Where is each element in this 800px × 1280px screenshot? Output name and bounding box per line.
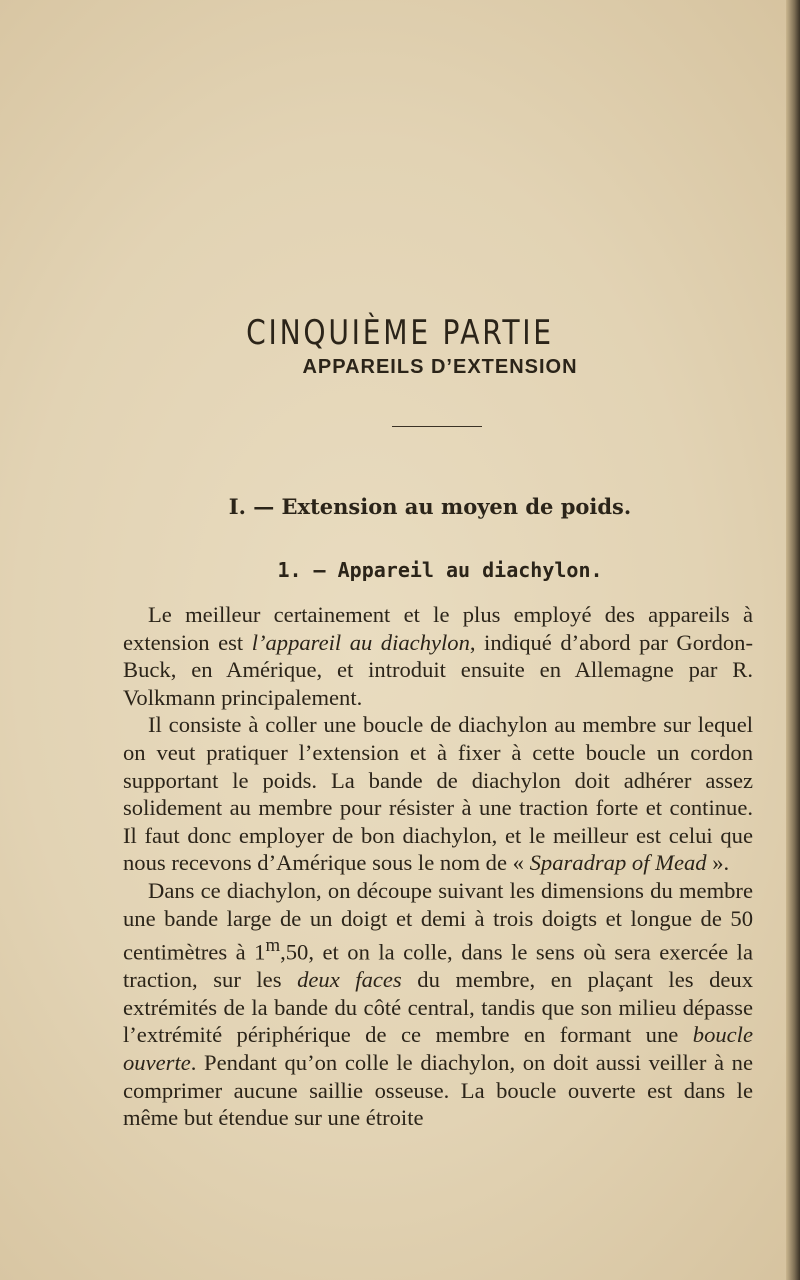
body-text (123, 601, 753, 1132)
part-title: CINQUIÈME PARTIE (246, 312, 554, 353)
sub-heading: 1. — Appareil au diachylon. (277, 558, 603, 582)
section-heading: I. — Extension au moyen de poids. (228, 494, 632, 519)
paragraph-3: Dans ce diachylon, on découpe suivant les dimensions du membre une bande large de un doigt et demi à trois doigts et longue de 50 centimètres à 1$^m$,50, et on la colle, dans le sens où sera exercée la traction, sur les deux faces du membre, en plaçant les deux extrémités de la bande du côté central, tandis que son milieu dépasse l’extrémité périphérique de ce membre en formant une boucle ouverte. Pendant qu’on colle le diachylon, on doit aussi veiller à ne comprimer aucune saillie osseuse. La boucle ouverte est dans le même but étendue sur une étroite (123, 877, 753, 1131)
subtitle: APPAREILS D’EXTENSION (302, 356, 578, 378)
divider-rule (392, 426, 482, 427)
paragraph-1: Le meilleur certainement et le plus employé des appareils à extension est l’appareil au diachylon, indiqué d’abord par Gordon-Buck, en Amérique, et introduit ensuite en Allemagne par R. Volkmann principalement. (123, 602, 753, 710)
paragraph-2: Il consiste à coller une boucle de diachylon au membre sur lequel on veut pratiquer l’extension et à fixer à cette boucle un cordon supportant le poids. La bande de diachylon doit adhérer assez solidement au membre pour résister à une traction forte et continue. Il faut donc employer de bon diachylon, et le meilleur est celui que nous recevons d’Amérique sous le nom de « Sparadrap of Mead ». (123, 712, 753, 876)
page-edge (786, 0, 800, 1280)
